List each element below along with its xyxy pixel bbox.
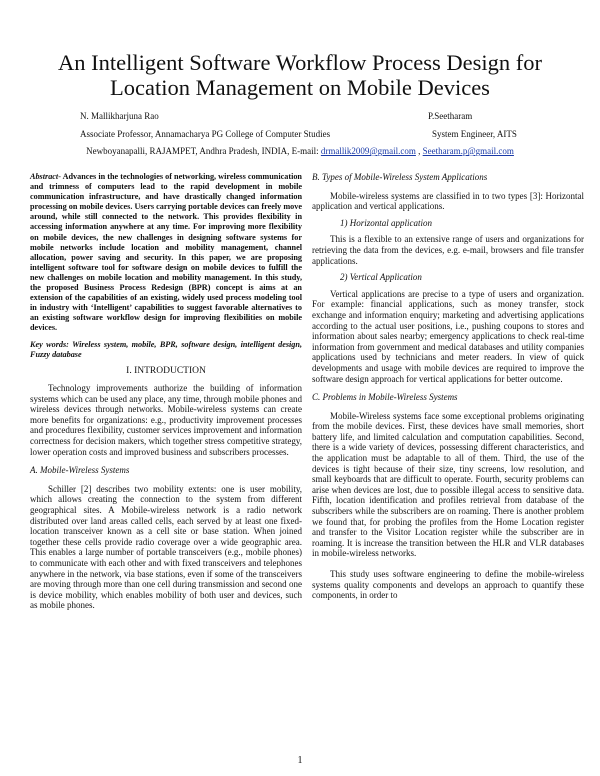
address-text: Newboyanapalli, RAJAMPET, Andhra Pradesh, INDIA, E-mail: [86, 146, 319, 156]
subsection-c-paragraph-1: Mobile-Wireless systems face some exceptional problems originating from the mobile devices. First, these devices have small memories, short battery life, and limited calculation and computation capabilities. Second, there is a wide variety of devices, possessing different characteristics, and the application must be adaptable to all of them. Third, the use of the devices is tight because of their size, tiny screens, low resolution, and small keyboards that are difficult to operate. Fourth, security problems can arise when devices are lost, due to possible illegal access to sensitive data. Fifth, location identification and profiles retrieval from database of the subscribers while the subscribers are on roaming. There is another problem we found that, for probing the profiles from the Home Location register and transfer to the Visitor Location register while the subscriber are in roaming. It is increase the transition between the HLR and VLR databases in mobile-wireless networks. [312, 410, 584, 559]
intro-paragraph: Technology improvements authorize the building of information systems which can be used any place, any time, through mobile phones and wireless devices through networks. Mobile-wireless systems can create more benefits for organizations: e.g., productivity improvement processes and procedures flexibility, customer services improvement and information correctness for decision makers, which together stress competitive strategy, lower operation costs and improved business and subscribers processes. [30, 383, 302, 457]
author-address [0, 145, 600, 157]
abstract-text: Advances in the technologies of networking, wireless communication and trimness of computers lead to the rapid development in mobile communication infrastructure, and have drastically changed information processing on mobile devices. Users carrying portable devices can freely move around, while still connected to the network. This provides flexibility in accessing information anywhere at any time. For improving more flexibility on mobile devices, the new challenges in designing software systems for mobile networks include location and mobility management, channel allocation, power saving and security. In this paper, we are proposing intelligent software tool for software design on mobile devices to fulfill the new challenges on mobile location and mobility management. In this study, the proposed Business Process Redesign (BPR) concept is aims at an extension of the capabilities of an existing, widely used process modeling tool in industry with ‘Intelligent’ capabilities to suggest favorable alternatives to an existing software workflow design for improving flexibilities on mobile devices. [30, 172, 302, 333]
email-link-1[interactable]: drmallik2009@gmail.com [320, 146, 416, 156]
subsection-heading-c: C. Problems in Mobile-Wireless Systems [312, 392, 458, 403]
subsection-a-paragraph: Schiller [2] describes two mobility extents: one is user mobility, which allows creating the connection to the system from different geographical sites. A Mobile-wireless network is a radio network distributed over land areas called cells, each served by at least one fixed-location transceiver known as a cell site or base station. When joined together these cells provide radio coverage over a wide geographic area. This enables a large number of portable transceivers (e.g., mobile phones) to communicate with each other and with fixed transceivers and telephones anywhere in the network, via base stations, even if some of the transceivers are moving through more than one cell during transmission and second one is device mobility, which enables mobility of both user and devices, such as mobile phones. [30, 483, 302, 611]
page-number: 1 [297, 755, 303, 766]
subsection-heading-b: B. Types of Mobile-Wireless System Applications [312, 172, 488, 182]
subsubsection-b1-paragraph: This is a flexible to an extensive range of users and organizations for retrieving the data from the devices, e.g. e-mail, browsers and file transfer applications. [312, 234, 584, 266]
subsubsection-heading-b2: 2) Vertical Application [340, 272, 422, 283]
email-separator: , [418, 146, 421, 156]
keywords: Key words: Wireless system, mobile, BPR, software design, intelligent design, Fuzzy database [30, 339, 302, 359]
author-affiliation-1: Associate Professor, Annamacharya PG College of Computer Studies [80, 129, 331, 139]
abstract-label: Abstract- [30, 172, 61, 181]
left-column [30, 172, 302, 611]
subsection-heading-a: A. Mobile-Wireless Systems [30, 465, 130, 476]
subsection-b-paragraph: Mobile-wireless systems are classified in to two types [3]: Horizontal application and vertical applications. [312, 190, 584, 212]
subsubsection-heading-b1: 1) Horizontal application [340, 217, 432, 228]
email-link-2[interactable]: Seetharam.p@gmail.com [422, 146, 514, 156]
right-column [312, 172, 584, 601]
subsubsection-b2-paragraph: Vertical applications are precise to a type of users and organization. For example: financial applications, such as money transfer, stock exchange and information enquiry; marketing and advertising applications according to the actual user positions, i.e., pushing coupons to stores and information about sales nearby; emergency applications to check real-time information from government and medical databases and utility companies applications used by technicians and meter readers. In view of quick developments and usage with mobile devices are required to improve the software design approach for vertical applications for better outcome. [312, 288, 584, 384]
author-name-1: N. Mallikharjuna Rao [80, 111, 159, 121]
author-name-2: P.Seetharam [428, 111, 473, 121]
paper-title: An Intelligent Software Workflow Process Design for Location Management on Mobile Devices [58, 50, 542, 100]
subsection-c-paragraph-2: This study uses software engineering to define the mobile-wireless systems quality components and develops an approach to quantify these components, in order to [312, 569, 584, 601]
author-affiliation-2: System Engineer, AITS [432, 129, 517, 139]
abstract [30, 172, 302, 334]
section-heading-introduction: I. INTRODUCTION [126, 365, 206, 376]
